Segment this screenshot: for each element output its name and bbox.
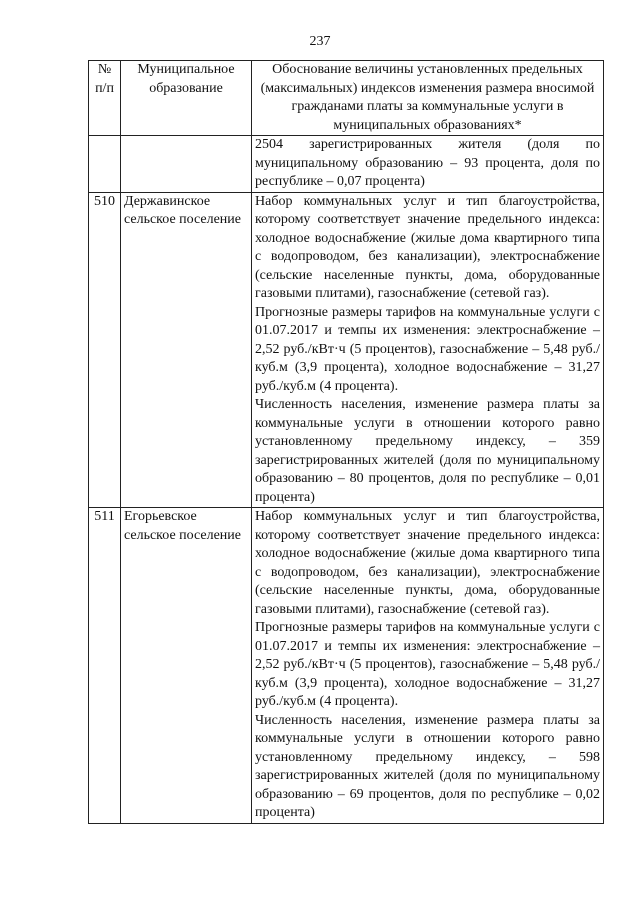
- header-justification: Обоснование величины установленных предельных (максимальных) индексов изменения размера вносимой гражданами платы за коммунальные услуги в муниципальных образованиях*: [252, 61, 604, 136]
- row-number: 510: [89, 192, 121, 508]
- row-municipality: Егорьевское сельское поселение: [121, 508, 252, 824]
- row-municipality: Державинское сельское поселение: [121, 192, 252, 508]
- table-row: [89, 508, 604, 824]
- header-number: № п/п: [89, 61, 121, 136]
- row-number-cell: [89, 136, 121, 193]
- services-paragraph: Набор коммунальных услуг и тип благоустройства, которому соответствует значение предельного индекса: холодное водоснабжение (жилые дома квартирного типа с водопроводом, без канализации), электроснабжение (сельские населенные пункты, дома, оборудованные газовыми плитами), газоснабжение (сетевой газ).: [255, 193, 600, 301]
- continuation-paragraph: 2504 зарегистрированных жителя (доля по муниципальному образованию – 93 процента, доля по республике – 0,07 процента): [255, 137, 600, 189]
- services-paragraph: Набор коммунальных услуг и тип благоустройства, которому соответствует значение предельного индекса: холодное водоснабжение (жилые дома квартирного типа с водопроводом, без канализации), электроснабжение (сельские населенные пункты, дома, оборудованные газовыми плитами), газоснабжение (сетевой газ).: [255, 509, 600, 617]
- tariff-table: [88, 60, 604, 824]
- page-number: 237: [309, 34, 331, 49]
- header-municipality: Муниципальное образование: [121, 61, 252, 136]
- row-number: 511: [89, 508, 121, 824]
- row-justification-cell: [252, 508, 604, 824]
- row-justification-cell: [252, 136, 604, 193]
- table-row-continuation: [89, 136, 604, 193]
- table-row: [89, 192, 604, 508]
- table-header-row: [89, 61, 604, 136]
- tariffs-paragraph: Прогнозные размеры тарифов на коммунальные услуги с 01.07.2017 и темпы их изменения: электроснабжение – 2,52 руб./кВт·ч (5 процентов), газоснабжение – 5,48 руб./куб.м (3,9 процента), холодное водоснабжение – 31,27 руб./куб.м (4 процента).: [255, 304, 600, 394]
- tariffs-paragraph: Прогнозные размеры тарифов на коммунальные услуги с 01.07.2017 и темпы их изменения: электроснабжение – 2,52 руб./кВт·ч (5 процентов), газоснабжение – 5,48 руб./куб.м (3,9 процента), холодное водоснабжение – 31,27 руб./куб.м (4 процента).: [255, 620, 600, 709]
- population-paragraph: Численность населения, изменение размера платы за коммунальные услуги в отношении которого равно установленному предельному индексу, – 598 зарегистрированных жителей (доля по муниципальному образованию – 69 процентов, доля по республике – 0,02 процента): [255, 712, 600, 820]
- population-paragraph: Численность населения, изменение размера платы за коммунальные услуги в отношении которого равно установленному предельному индексу, – 359 зарегистрированных жителей (доля по муниципальному образованию – 80 процентов, доля по республике – 0,01 процента): [255, 397, 600, 505]
- row-municipality-cell: [121, 136, 252, 193]
- row-justification-cell: [252, 192, 604, 508]
